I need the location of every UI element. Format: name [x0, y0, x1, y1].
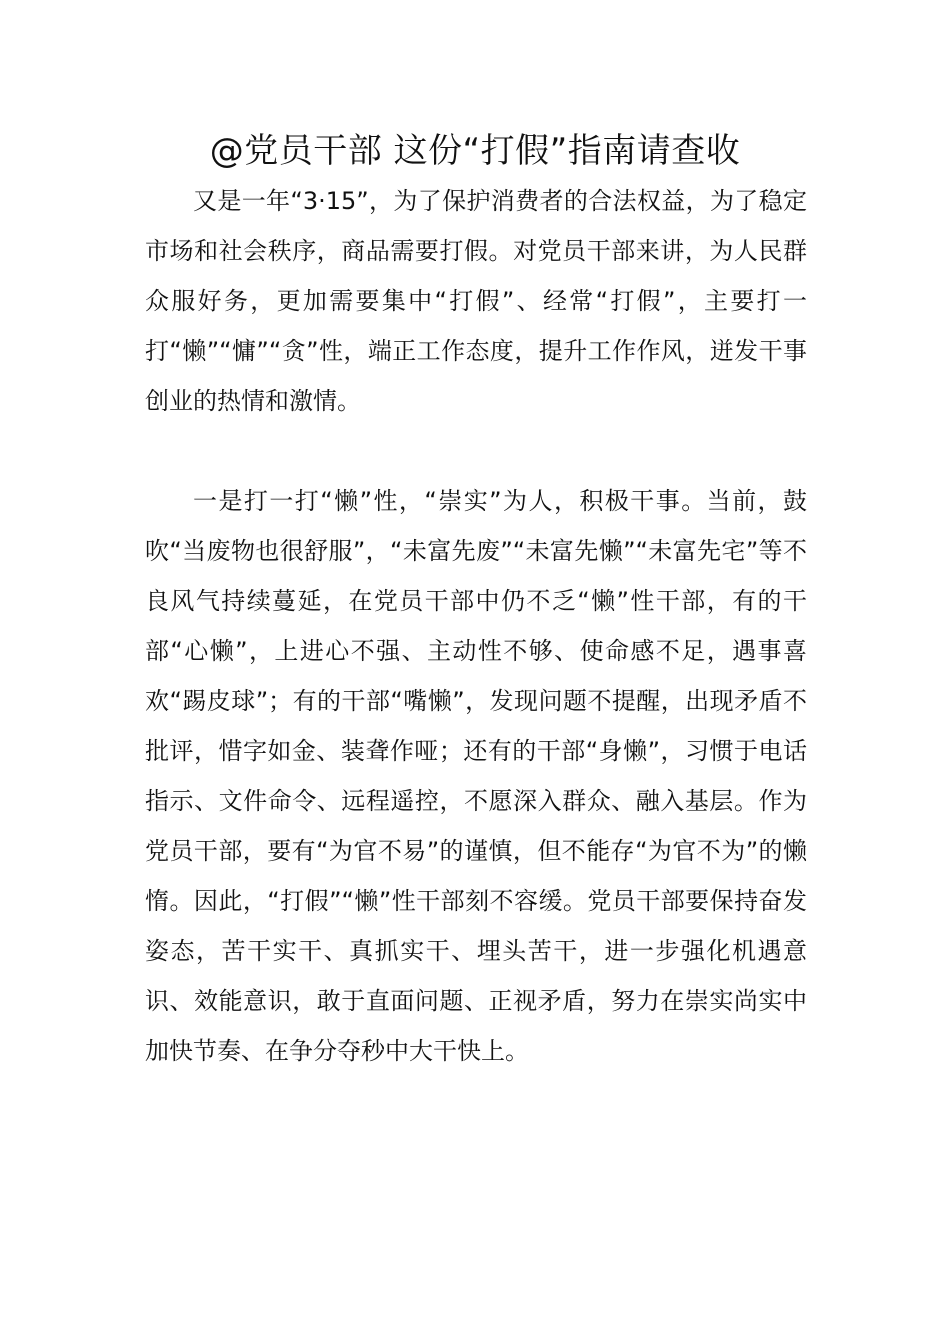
- document-title: @党员干部 这份“打假”指南请查收: [209, 131, 741, 171]
- intro-paragraph: 又是一年“3·15”，为了保护消费者的合法权益，为了稳定市场和社会秩序，商品需要打假。对党员干部来讲，为人民群众服好务，更加需要集中“打假”、经常“打假”，主要打一打“懒”“慵”“贪”性，端正工作态度，提升工作作风，迸发干事创业的热情和激情。: [145, 187, 807, 415]
- section-one-paragraph: 一是打一打“懒”性，“崇实”为人，积极干事。当前，鼓吹“当废物也很舒服”，“未富先废”“未富先懒”“未富先宅”等不良风气持续蔓延，在党员干部中仍不乏“懒”性干部，有的干部“心懒”，上进心不强、主动性不够、使命感不足，遇事喜欢“踢皮球”；有的干部“嘴懒”，发现问题不提醒，出现矛盾不批评，惜字如金、装聋作哑；还有的干部“身懒”，习惯于电话指示、文件命令、远程遥控，不愿深入群众、融入基层。作为党员干部，要有“为官不易”的谨慎，但不能存“为官不为”的懒惰。因此，“打假”“懒”性干部刻不容缓。党员干部要保持奋发姿态，苦干实干、真抓实干、埋头苦干，进一步强化机遇意识、效能意识，敢于直面问题、正视矛盾，努力在崇实尚实中加快节奏、在争分夺秒中大干快上。: [145, 487, 807, 1065]
